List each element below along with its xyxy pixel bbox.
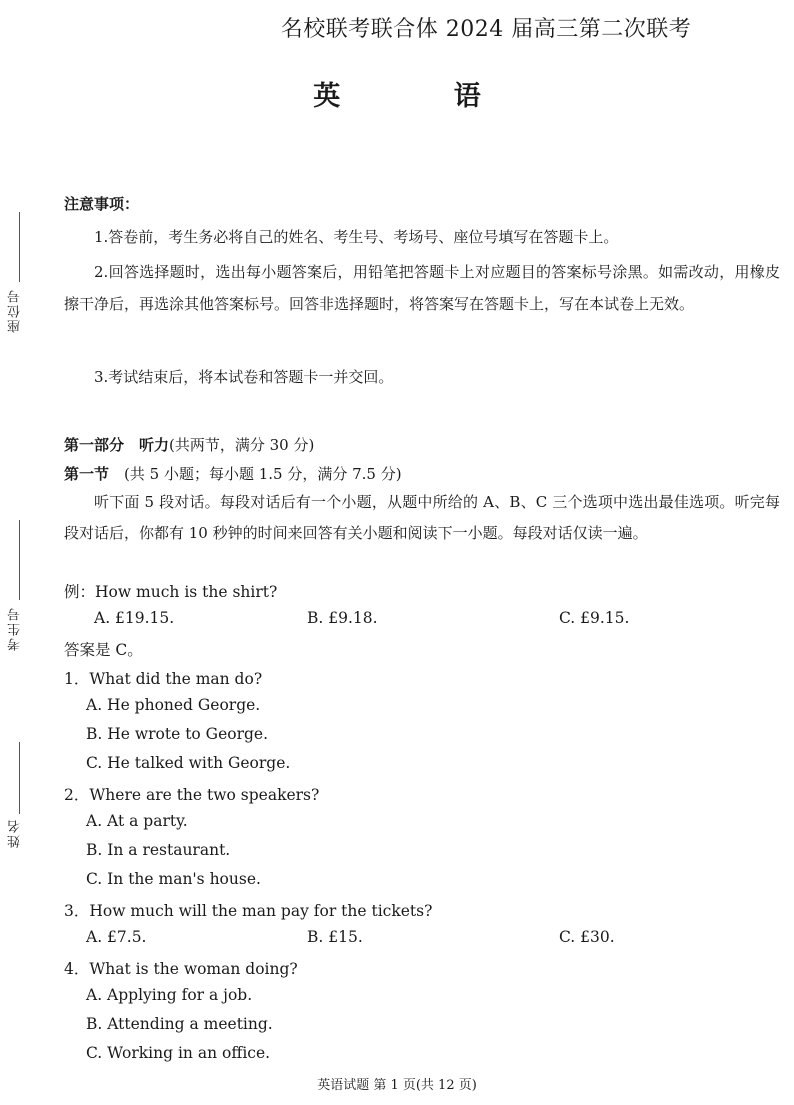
name-label: 姓名 (8, 818, 23, 848)
question-4-stem: 4．What is the woman doing? (64, 960, 298, 978)
example-option-c: C. £9.15. (559, 609, 630, 627)
subject-title: 英 语 (313, 81, 533, 112)
question-4-option-c: C. Working in an office. (86, 1044, 271, 1062)
seat-number-line (19, 212, 20, 282)
example-option-b: B. £9.18. (307, 609, 378, 627)
question-2-stem: 2．Where are the two speakers? (64, 786, 320, 804)
section1-heading (64, 463, 402, 484)
exam-title: 名校联考联合体 2024 届高三第二次联考 (280, 17, 692, 42)
listening-instructions: 听下面 5 段对话。每段对话后有一个小题，从题中所给的 A、B、C 三个选项中选出最佳选项。听完每段对话后，你都有 10 秒钟的时间来回答有关小题和阅读下一小题。每段对话仅读一遍。 (64, 493, 780, 542)
question-1-option-b: B. He wrote to George. (86, 725, 269, 743)
question-1-option-a: A. He phoned George. (86, 696, 261, 714)
question-4-option-b: B. Attending a meeting. (86, 1015, 273, 1033)
page-footer: 英语试题 第 1 页(共 12 页) (317, 1078, 477, 1093)
seat-number-label: 座位号 (8, 288, 23, 333)
question-3-option-b: B. £15. (307, 928, 363, 946)
example-options (86, 609, 786, 631)
question-4-option-a: A. Applying for a job. (86, 986, 253, 1004)
example-answer: 答案是 C。 (64, 641, 143, 659)
question-3-option-c: C. £30. (559, 928, 615, 946)
question-2-option-a: A. At a party. (86, 812, 188, 830)
example-option-a: A. £19.15. (94, 609, 175, 627)
part1-title: 第一部分 听力 (64, 436, 170, 454)
question-3-option-a: A. £7.5. (86, 928, 147, 946)
question-2-option-c: C. In the man's house. (86, 870, 261, 888)
notice-item-1: 1.答卷前，考生务必将自己的姓名、考生号、考场号、座位号填写在答题卡上。 (94, 228, 619, 246)
section1-note: (共 5 小题；每小题 1.5 分，满分 7.5 分) (109, 465, 402, 483)
exam-number-line (19, 520, 20, 600)
part1-heading (64, 434, 314, 455)
notice-item-3: 3.考试结束后，将本试卷和答题卡一并交回。 (94, 368, 394, 386)
name-line (19, 742, 20, 814)
part1-note: (共两节，满分 30 分) (169, 436, 315, 454)
exam-number-label: 考生号 (8, 606, 23, 651)
question-1-stem: 1．What did the man do? (64, 670, 263, 688)
question-3-options (86, 928, 786, 950)
notice-heading: 注意事项： (64, 195, 140, 213)
question-2-option-b: B. In a restaurant. (86, 841, 231, 859)
section1-title: 第一节 (64, 465, 110, 483)
question-1-option-c: C. He talked with George. (86, 754, 291, 772)
notice-item-2: 2.回答选择题时，选出每小题答案后，用铅笔把答题卡上对应题目的答案标号涂黑。如需改动，用橡皮擦干净后，再选涂其他答案标号。回答非选择题时，将答案写在答题卡上，写在本试卷上无效。 (64, 263, 780, 313)
example-question: 例：How much is the shirt? (64, 583, 278, 601)
question-3-stem: 3．How much will the man pay for the tickets? (64, 902, 433, 920)
